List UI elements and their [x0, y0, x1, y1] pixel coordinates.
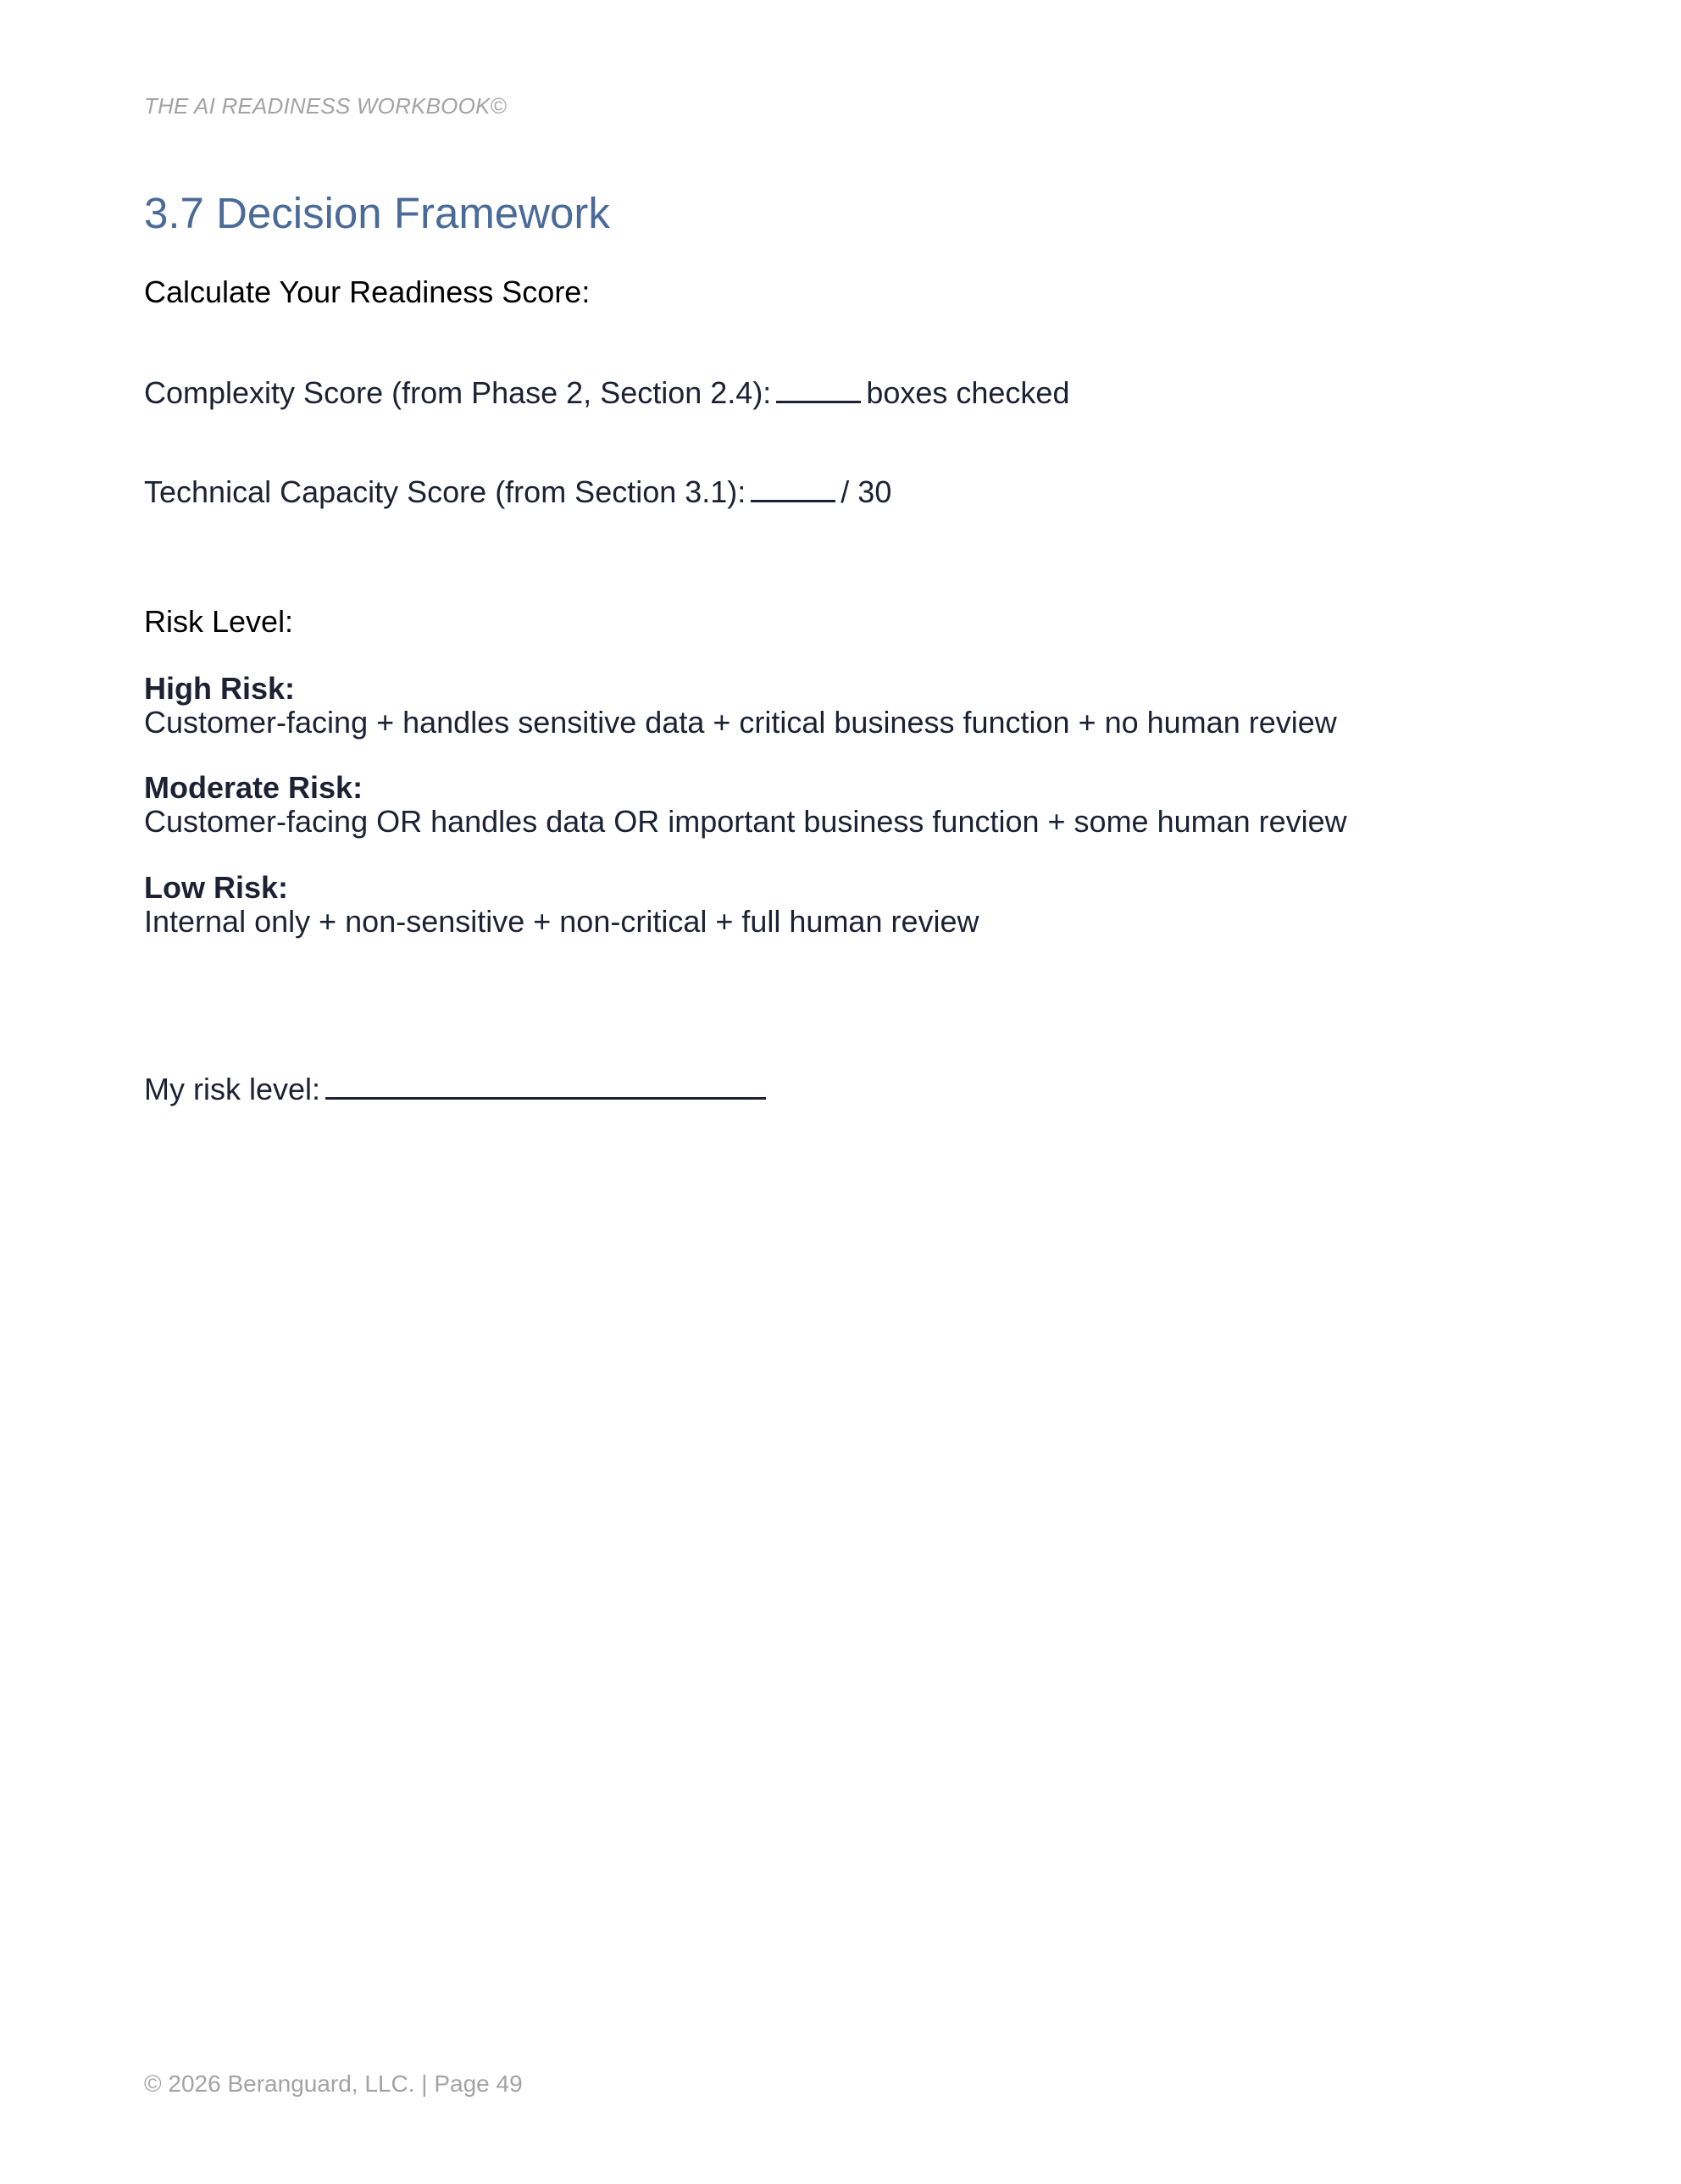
technical-capacity-suffix: / 30	[840, 474, 892, 509]
technical-capacity-blank[interactable]	[751, 473, 835, 502]
moderate-risk-description: Customer-facing OR handles data OR important business function + some human review	[144, 804, 1347, 839]
my-risk-level-label: My risk level:	[144, 1072, 321, 1106]
low-risk-heading: Low Risk:	[144, 870, 289, 905]
low-risk-description: Internal only + non-sensitive + non-critical + full human review	[144, 904, 979, 939]
section-title: 3.7 Decision Framework	[144, 189, 610, 237]
complexity-score-label: Complexity Score (from Phase 2, Section 2.4):	[144, 375, 772, 410]
my-risk-level-line	[144, 1070, 771, 1106]
my-risk-level-blank[interactable]	[325, 1070, 766, 1100]
readiness-intro: Calculate Your Readiness Score:	[144, 274, 591, 309]
complexity-score-line	[144, 374, 1069, 410]
page-footer: © 2026 Beranguard, LLC. | Page 49	[144, 2070, 523, 2097]
technical-capacity-label: Technical Capacity Score (from Section 3.1):	[144, 474, 746, 509]
complexity-score-suffix: boxes checked	[866, 375, 1070, 410]
running-header: THE AI READINESS WORKBOOK©	[144, 93, 507, 119]
complexity-score-blank[interactable]	[776, 374, 861, 403]
risk-level-label: Risk Level:	[144, 604, 294, 639]
moderate-risk-heading: Moderate Risk:	[144, 770, 363, 805]
high-risk-description: Customer-facing + handles sensitive data + critical business function + no human review	[144, 705, 1337, 740]
high-risk-heading: High Risk:	[144, 671, 296, 706]
technical-capacity-line	[144, 473, 891, 509]
